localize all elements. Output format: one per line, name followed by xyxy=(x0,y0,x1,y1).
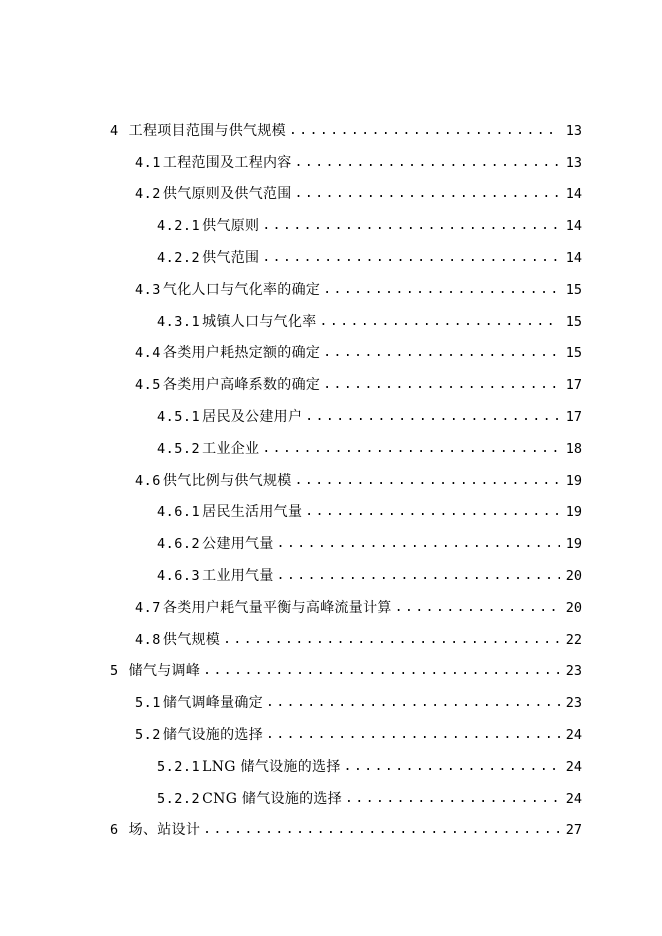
dot-leader xyxy=(305,408,560,426)
toc-entry[interactable] xyxy=(0,335,662,367)
toc-entry-page: 23 xyxy=(565,663,582,680)
toc-entry-page: 15 xyxy=(565,345,582,362)
toc-entry-title: 工业用气量 xyxy=(202,567,274,584)
toc-entry-title: 居民生活用气量 xyxy=(202,504,303,521)
toc-entry-number: 4.4 xyxy=(135,345,161,362)
toc-entry[interactable] xyxy=(0,684,662,716)
toc-entry-page: 20 xyxy=(565,599,582,616)
toc-entry-number: 5 xyxy=(110,663,119,680)
toc-entry[interactable] xyxy=(0,780,662,812)
dot-leader xyxy=(266,694,560,712)
toc-entry-page: 24 xyxy=(565,726,582,743)
toc-entry-title: 公建用气量 xyxy=(202,536,274,553)
toc-entry-title: 气化人口与气化率的确定 xyxy=(162,281,321,298)
toc-entry-page: 22 xyxy=(565,631,582,648)
toc-entry-number: 4.6 xyxy=(135,472,161,489)
toc-entry-title: CNG 储气设施的选择 xyxy=(202,790,343,807)
toc-entry-page: 24 xyxy=(565,790,582,807)
toc-entry-page: 13 xyxy=(565,154,582,171)
toc-entry[interactable] xyxy=(0,812,662,844)
toc-entry-page: 24 xyxy=(565,758,582,775)
toc-entry[interactable] xyxy=(0,494,662,526)
toc-entry-page: 15 xyxy=(565,281,582,298)
dot-leader xyxy=(320,313,560,331)
dot-leader xyxy=(262,440,560,458)
toc-entry-number: 4.5 xyxy=(135,377,161,394)
dot-leader xyxy=(323,344,560,362)
toc-entry-title: 供气原则 xyxy=(202,218,260,235)
dot-leader xyxy=(223,631,560,649)
dot-leader xyxy=(295,472,560,490)
dot-leader xyxy=(262,249,560,267)
toc-entry-title: 各类用户高峰系数的确定 xyxy=(162,377,321,394)
dot-leader xyxy=(277,567,560,585)
toc-entry-page: 19 xyxy=(565,536,582,553)
toc-entry[interactable] xyxy=(0,748,662,780)
toc-entry[interactable] xyxy=(0,207,662,239)
toc-entry-number: 4.6.2 xyxy=(157,536,201,553)
toc-entry[interactable] xyxy=(0,271,662,303)
toc-entry-page: 20 xyxy=(565,567,582,584)
toc-entry[interactable] xyxy=(0,366,662,398)
dot-leader xyxy=(203,662,560,680)
toc-entry[interactable] xyxy=(0,112,662,144)
toc-entry[interactable] xyxy=(0,589,662,621)
toc-entry-page: 14 xyxy=(565,249,582,266)
toc-entry-page: 27 xyxy=(565,822,582,839)
toc-entry-number: 4.5.1 xyxy=(157,408,201,425)
toc-entry-title: 供气范围 xyxy=(202,249,260,266)
toc-entry-title: 供气比例与供气规模 xyxy=(162,472,292,489)
toc-entry-page: 17 xyxy=(565,408,582,425)
toc-entry-number: 4.2 xyxy=(135,186,161,203)
toc-entry-page: 15 xyxy=(565,313,582,330)
toc-entry[interactable] xyxy=(0,621,662,653)
toc-entry-page: 18 xyxy=(565,440,582,457)
dot-leader xyxy=(323,376,560,394)
toc-entry-page: 14 xyxy=(565,218,582,235)
toc-entry-title: 各类用户耗热定额的确定 xyxy=(162,345,321,362)
toc-entry[interactable] xyxy=(0,430,662,462)
toc-entry-number: 4 xyxy=(110,122,119,139)
toc-entry[interactable] xyxy=(0,462,662,494)
toc-entry-number: 4.7 xyxy=(135,599,161,616)
dot-leader xyxy=(345,790,560,808)
dot-leader xyxy=(266,726,560,744)
table-of-contents xyxy=(0,112,662,843)
toc-entry-title: 场、站设计 xyxy=(128,822,201,839)
toc-entry-title: 城镇人口与气化率 xyxy=(202,313,317,330)
dot-leader xyxy=(323,281,560,299)
toc-entry[interactable] xyxy=(0,716,662,748)
toc-entry-title: LNG 储气设施的选择 xyxy=(202,758,341,775)
toc-entry-number: 4.1 xyxy=(135,154,161,171)
toc-entry[interactable] xyxy=(0,653,662,685)
toc-entry-title: 居民及公建用户 xyxy=(202,408,303,425)
dot-leader xyxy=(395,599,560,617)
toc-entry-title: 供气原则及供气范围 xyxy=(162,186,292,203)
toc-entry-page: 14 xyxy=(565,186,582,203)
dot-leader xyxy=(295,185,560,203)
toc-entry-number: 4.8 xyxy=(135,631,161,648)
toc-entry-title: 储气调峰量确定 xyxy=(162,695,263,712)
dot-leader xyxy=(262,217,560,235)
toc-entry-number: 4.5.2 xyxy=(157,440,201,457)
dot-leader xyxy=(203,821,560,839)
toc-entry-title: 工程范围及工程内容 xyxy=(162,154,292,171)
toc-entry-page: 23 xyxy=(565,695,582,712)
toc-entry-title: 供气规模 xyxy=(162,631,221,648)
toc-entry[interactable] xyxy=(0,239,662,271)
toc-entry-number: 5.2.1 xyxy=(157,758,201,775)
toc-entry[interactable] xyxy=(0,176,662,208)
toc-entry-number: 4.2.1 xyxy=(157,218,201,235)
toc-entry-number: 5.1 xyxy=(135,695,161,712)
toc-entry-page: 17 xyxy=(565,377,582,394)
toc-entry-number: 5.2.2 xyxy=(157,790,201,807)
toc-entry[interactable] xyxy=(0,144,662,176)
dot-leader xyxy=(344,758,560,776)
toc-entry-title: 工程项目范围与供气规模 xyxy=(128,122,286,139)
dot-leader xyxy=(305,503,560,521)
toc-entry[interactable] xyxy=(0,398,662,430)
toc-entry-title: 储气设施的选择 xyxy=(162,726,263,743)
toc-entry-number: 4.3 xyxy=(135,281,161,298)
dot-leader xyxy=(277,535,560,553)
toc-entry-title: 储气与调峰 xyxy=(128,663,201,680)
toc-entry-number: 4.6.3 xyxy=(157,567,201,584)
dot-leader xyxy=(295,154,560,172)
toc-entry[interactable] xyxy=(0,303,662,335)
toc-entry-number: 4.2.2 xyxy=(157,249,201,266)
toc-entry-page: 19 xyxy=(565,472,582,489)
toc-entry-number: 4.3.1 xyxy=(157,313,201,330)
toc-entry-page: 13 xyxy=(565,122,582,139)
toc-entry-title: 各类用户耗气量平衡与高峰流量计算 xyxy=(162,599,392,616)
toc-entry-number: 5.2 xyxy=(135,726,161,743)
toc-entry[interactable] xyxy=(0,525,662,557)
dot-leader xyxy=(289,122,560,140)
toc-entry-number: 4.6.1 xyxy=(157,504,201,521)
toc-entry[interactable] xyxy=(0,557,662,589)
toc-entry-number: 6 xyxy=(110,822,119,839)
toc-entry-page: 19 xyxy=(565,504,582,521)
toc-entry-title: 工业企业 xyxy=(202,440,260,457)
